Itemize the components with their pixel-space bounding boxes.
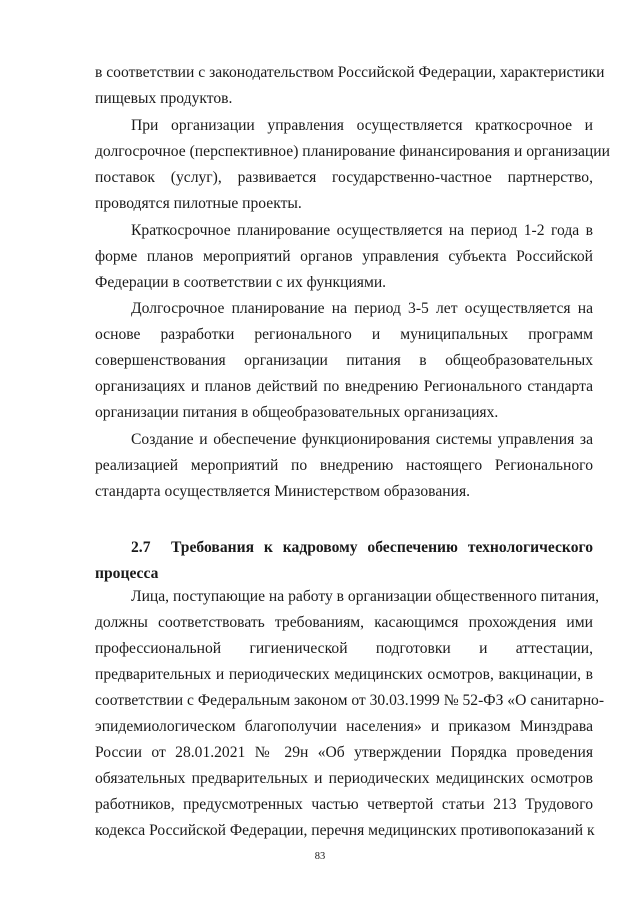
section-heading <box>95 538 593 558</box>
paragraph-6-line-8: обязательных предварительных и периодических медицинских осмотров <box>95 770 593 787</box>
paragraph-6-line-2: должны соответствовать требованиям, касающимся прохождения ими <box>95 614 593 631</box>
paragraph-1-line-1: в соответствии с законодательством Российской Федерации, характеристики <box>95 64 605 81</box>
paragraph-5-line-1: Создание и обеспечение функционирования системы управления за <box>131 431 593 448</box>
paragraph-5-line-2: реализацией мероприятий по внедрению настоящего Регионального <box>95 457 593 474</box>
paragraph-6-line-9: работников, предусмотренных частью четвертой статьи 213 Трудового <box>95 796 593 813</box>
paragraph-4-line-3: совершенствования организации питания в общеобразовательных <box>95 352 593 369</box>
paragraph-2-line-2: долгосрочное (перспективное) планирование финансирования и организации <box>95 143 610 160</box>
paragraph-1-line-2: пищевых продуктов. <box>95 90 233 107</box>
paragraph-6-line-10: кодекса Российской Федерации, перечня медицинских противопоказаний к <box>95 822 595 839</box>
paragraph-3-line-1: Краткосрочное планирование осуществляется на период 1-2 года в <box>131 222 593 239</box>
paragraph-6-line-6: эпидемиологическом благополучии населения» и приказом Минздрава <box>95 718 593 735</box>
paragraph-2-line-4: проводятся пилотные проекты. <box>95 195 302 212</box>
paragraph-6-line-1: Лица, поступающие на работу в организации общественного питания, <box>131 588 600 605</box>
section-number: 2.7 <box>131 539 151 556</box>
paragraph-4-line-4: организациях и планов действий по внедрению Регионального стандарта <box>95 378 593 395</box>
paragraph-2-line-1: При организации управления осуществляется краткосрочное и <box>131 117 593 134</box>
paragraph-5-line-3: стандарта осуществляется Министерством образования. <box>95 483 471 500</box>
paragraph-4-line-5: организации питания в общеобразовательных организациях. <box>95 404 499 421</box>
paragraph-4-line-2: основе разработки регионального и муниципальных программ <box>95 326 593 343</box>
paragraph-6-line-7: России от 28.01.2021 № 29н «Об утверждении Порядка проведения <box>95 744 593 761</box>
paragraph-3-line-2: форме планов мероприятий органов управления субъекта Российской <box>95 248 593 265</box>
section-title-line-1: Требования к кадровому обеспечению технологического <box>171 539 593 556</box>
section-title-line-2: процесса <box>95 565 159 582</box>
paragraph-3-line-3: Федерации в соответствии с их функциями. <box>95 274 387 291</box>
paragraph-6-line-4: предварительных и периодических медицинских осмотров, вакцинации, в <box>95 666 593 683</box>
paragraph-6-line-5: соответствии с Федеральным законом от 30.03.1999 № 52-ФЗ «О санитарно- <box>95 692 605 709</box>
paragraph-4-line-1: Долгосрочное планирование на период 3-5 лет осуществляется на <box>131 300 593 317</box>
paragraph-2-line-3: поставок (услуг), развивается государственно-частное партнерство, <box>95 169 593 186</box>
paragraph-6-line-3: профессиональной гигиенической подготовки и аттестации, <box>95 640 593 657</box>
page-number: 83 <box>314 851 326 862</box>
